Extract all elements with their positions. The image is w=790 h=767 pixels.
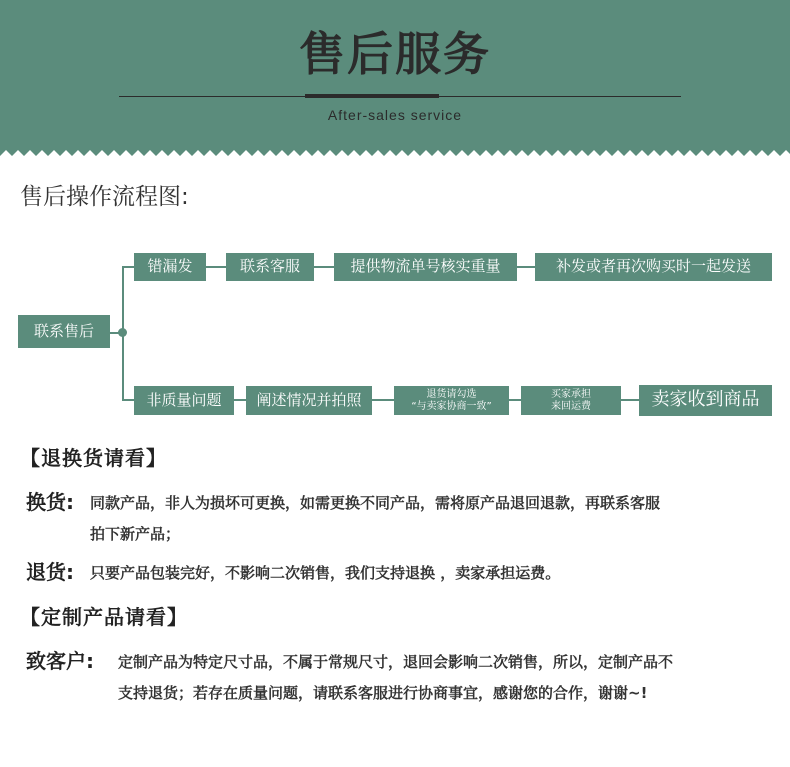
custom-notice-line-2: 支持退货；若存在质量问题，请联系客服进行协商事宜，感谢您的合作，谢谢~!	[118, 684, 648, 702]
flow-node-wrong-missing-shipment: 错漏发	[134, 253, 206, 281]
connector	[517, 266, 535, 268]
return-option-line-1: 退货请勾选	[426, 389, 477, 400]
flow-heading: 售后操作流程图:	[20, 184, 189, 210]
refund-text	[90, 558, 780, 589]
flow-node-contact-customer-service: 联系客服	[226, 253, 314, 281]
custom-notice	[26, 645, 776, 711]
connector	[314, 266, 334, 268]
exchange-policy	[26, 486, 776, 552]
exchange-text	[90, 488, 780, 550]
header-zigzag-edge	[0, 148, 790, 162]
flow-node-seller-receives: 卖家收到商品	[639, 385, 772, 416]
flow-node-return-option	[394, 386, 509, 415]
flow-node-contact-after-sales: 联系售后	[18, 315, 110, 348]
flow-node-provide-tracking-number: 提供物流单号核实重量	[334, 253, 517, 281]
connector	[509, 399, 521, 401]
title-underline-accent	[305, 94, 439, 98]
connector	[122, 266, 134, 268]
custom-section-title: 【定制产品请看】	[20, 605, 188, 629]
refund-label: 退货:	[26, 560, 74, 584]
buyer-pays-line-2: 来回运费	[551, 400, 591, 412]
exchange-label: 换货:	[26, 490, 74, 514]
refund-text-line-1: 只要产品包装完好，不影响二次销售，我们支持退换 ，卖家承担运费。	[90, 564, 561, 582]
exchange-text-line-1: 同款产品，非人为损坏可更换，如需更换不同产品，需将原产品退回退款，再联系客服	[90, 494, 661, 512]
custom-notice-label: 致客户:	[26, 649, 94, 673]
buyer-pays-line-1: 买家承担	[551, 389, 591, 400]
flow-node-buyer-pays-shipping	[521, 386, 621, 415]
refund-policy	[26, 556, 776, 590]
return-option-line-2: “与卖家协商一致”	[411, 400, 492, 412]
page-title: 售后服务	[299, 27, 491, 81]
junction-dot	[118, 328, 127, 337]
custom-notice-line-1: 定制产品为特定尺寸品，不属于常规尺寸，退回会影响二次销售，所以，定制产品不	[118, 653, 674, 671]
header-band	[0, 0, 790, 160]
custom-notice-text	[118, 647, 778, 709]
flow-node-describe-and-photo: 阐述情况并拍照	[246, 386, 372, 415]
returns-section-title: 【退换货请看】	[20, 446, 167, 470]
connector	[206, 266, 226, 268]
connector	[122, 399, 134, 401]
exchange-text-line-2: 拍下新产品；	[90, 525, 181, 543]
connector	[234, 399, 246, 401]
flow-node-reship-or-combine: 补发或者再次购买时一起发送	[535, 253, 772, 281]
connector	[372, 399, 394, 401]
flow-node-non-quality-issue: 非质量问题	[134, 386, 234, 415]
page-subtitle: After-sales service	[327, 107, 463, 123]
connector	[621, 399, 639, 401]
